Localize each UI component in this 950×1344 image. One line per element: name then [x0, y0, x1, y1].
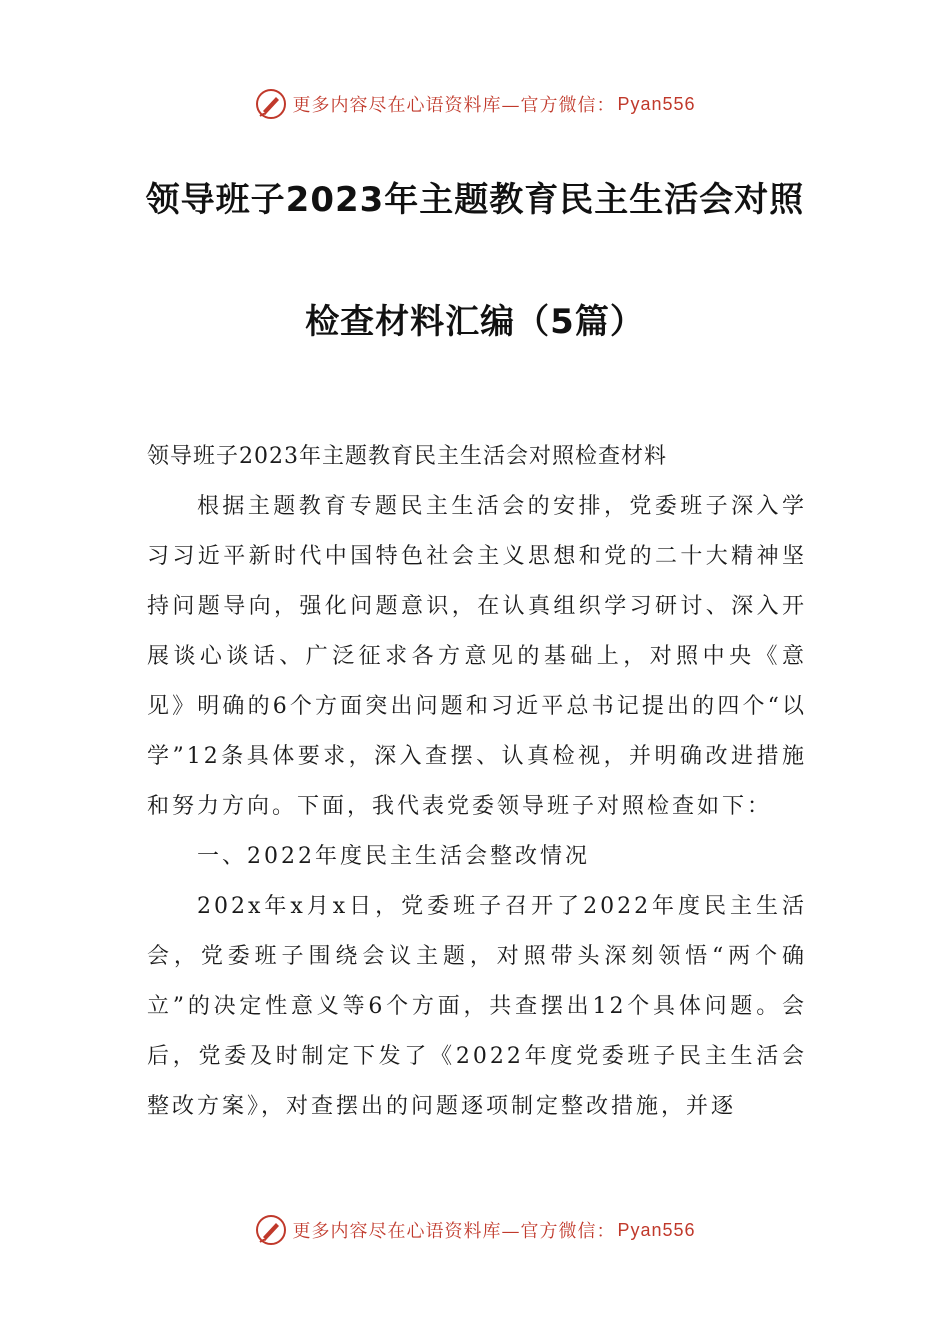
section-subtitle: 领导班子2023年主题教育民主生活会对照检查材料 [147, 444, 667, 469]
document-body [147, 432, 807, 1132]
footer-watermark [0, 1210, 950, 1250]
watermark-contact: Pyan556 [617, 93, 696, 114]
document-title-line2: 检查材料汇编（5篇） [305, 302, 645, 342]
paragraph-intro: 根据主题教育专题民主生活会的安排，党委班子深入学习习近平新时代中国特色社会主义思想和党的二十大精神坚持问题导向，强化问题意识，在认真组织学习研讨、深入开展谈心谈话、广泛征求各方意见的基础上，对照中央《意见》明确的6个方面突出问题和习近平总书记提出的四个“以学”12条具体要求，深入查摆、认真检视，并明确改进措施和努力方向。下面，我代表党委领导班子对照检查如下： [147, 494, 807, 819]
document-title-line1: 领导班子2023年主题教育民主生活会对照 [145, 180, 805, 220]
paragraph-rectification: 202x年x月x日，党委班子召开了2022年度民主生活会，党委班子围绕会议主题，对照带头深刻领悟“两个确立”的决定性意义等6个方面，共查摆出12个具体问题。会后，党委及时制定下发了《2022年度党委班子民主生活会整改方案》，对查摆出的问题逐项制定整改措施，并逐 [147, 894, 807, 1119]
pen-emblem-icon [254, 1213, 288, 1247]
watermark-text: 更多内容尽在心语资料库—官方微信： [292, 1221, 616, 1242]
pen-emblem-icon [254, 87, 288, 121]
header-watermark [0, 84, 950, 124]
section-heading: 一、2022年度民主生活会整改情况 [197, 844, 590, 869]
watermark-text: 更多内容尽在心语资料库—官方微信： [292, 95, 616, 116]
watermark-contact: Pyan556 [617, 1219, 696, 1240]
